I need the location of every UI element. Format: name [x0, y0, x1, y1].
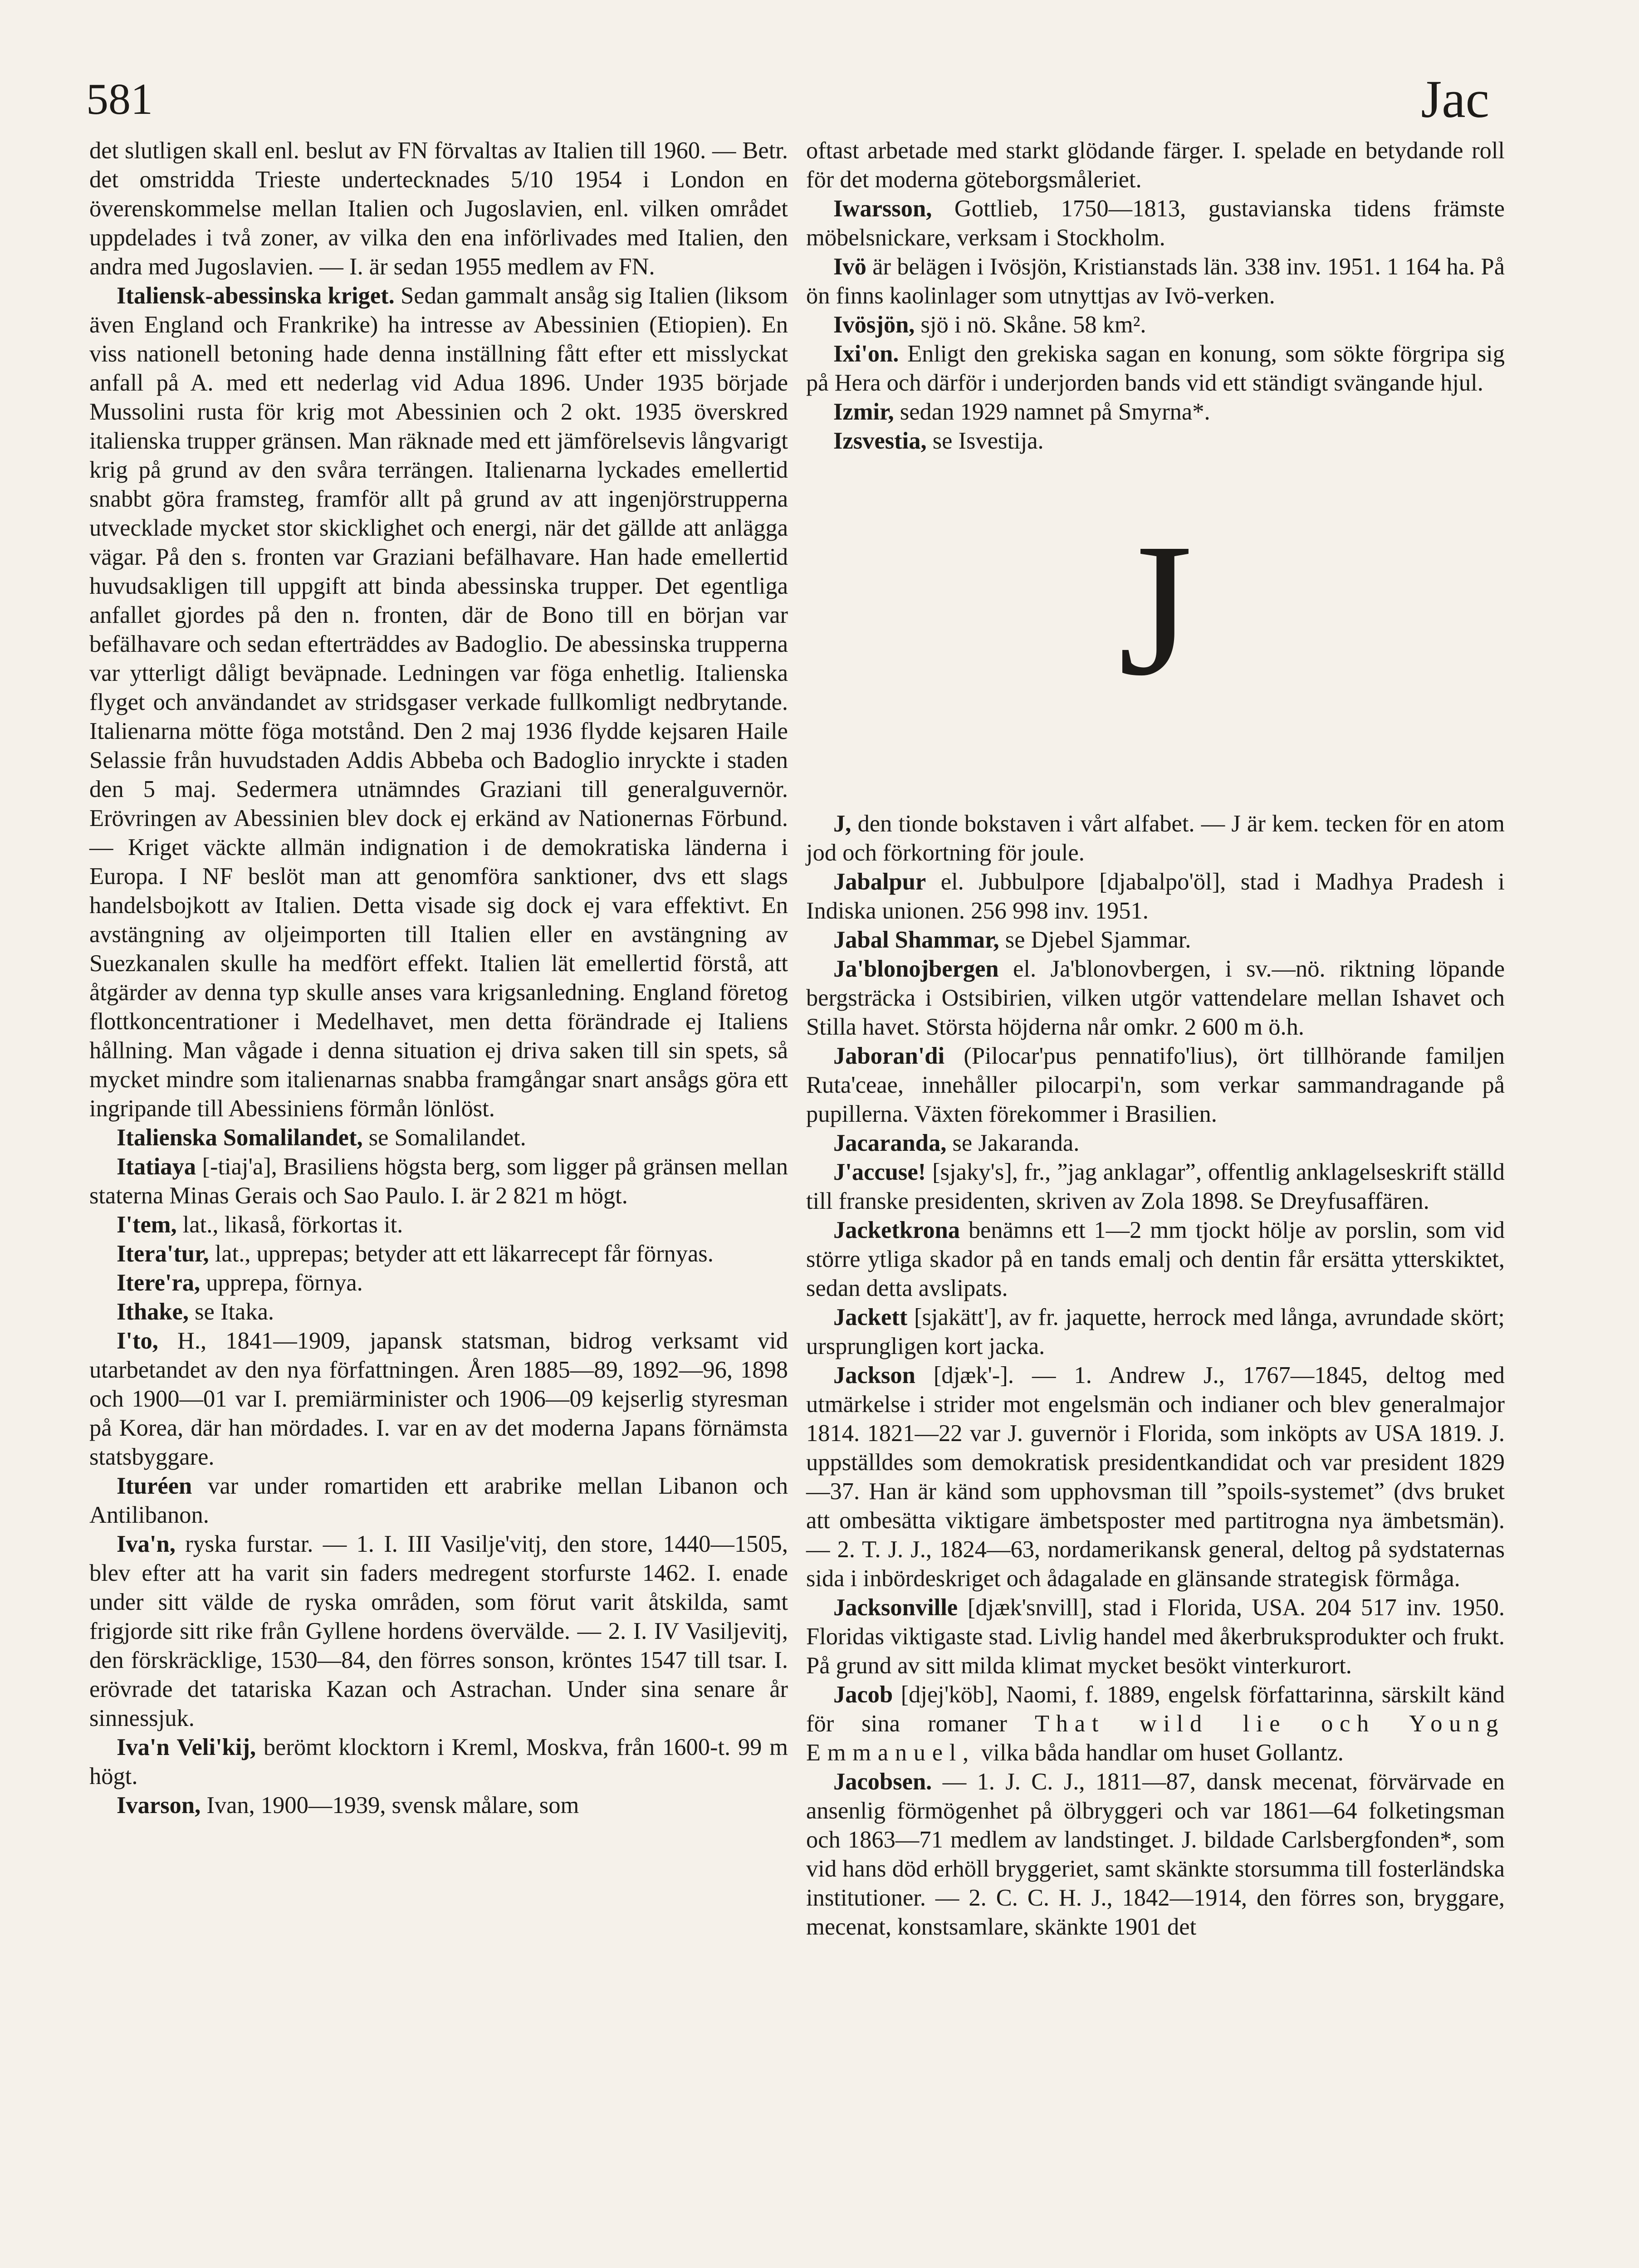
headword: Jaboran'di [833, 1043, 945, 1069]
entry-ivo: Ivö är belägen i Ivösjön, Kristianstads län. 338 inv. 1951. 1 164 ha. På ön finns kaolinlager som utnyttjas av Ivö-verken. [806, 254, 1505, 309]
headword: Jabalpur [833, 869, 926, 895]
page-number: 581 [86, 75, 153, 124]
headword: Iva'n Veli'kij, [117, 1734, 256, 1760]
entry-ivosjon: Ivösjön, sjö i nö. Skåne. 58 km². [833, 312, 1146, 338]
entry-italiensk-abessinska-kriget: Italiensk-abessinska kriget. Sedan gammalt ansåg sig Italien (liksom även England och Frankrike) ha intresse av Abessinien (Etiopien). En viss nationell betoning hade denna inställning fått efter ett misslyckat anfall på A. med ett nederlag vid Adua 1896. Under 1935 började Mussolini rusta för krig mot Abessinien och 2 okt. 1935 överskred italienska trupper gränsen. Man räknade med ett jämförelsevis långvarigt krig på grund av den svåra terrängen. Italienarna lyckades emellertid snabbt göra framsteg, framför allt på grund av att ingenjörstrupperna utvecklade mycket stor skicklighet och energi, när det gällde att anlägga vägar. På den s. fronten var Graziani befälhavare. Han hade emellertid huvudsakligen till uppgift att binda abessinska trupper. Det egentliga anfallet gjordes på den n. fronten, där de Bono till en början var befälhavare och sedan efterträddes av Badoglio. De abessinska trupperna var ytterligt dåligt beväpnade. Ledningen var föga enhetlig. Italienska flyget och användandet av stridsgaser verkade fullkomligt nedbrytande. Italienarna mötte föga motstånd. Den 2 maj 1936 flydde kejsaren Haile Selassie från huvudstaden Addis Abbeba och Badoglio inryckte i staden den 5 maj. Sedermera utnämndes Graziani till generalguvernör. Erövringen av Abessinien blev dock ej erkänd av Nationernas Förbund. — Kriget väckte allmän indignation i de demokratiska länderna i Europa. I NF beslöt man att genomföra sanktioner, dvs ett slags handelsbojkott av Italien. Detta visade sig dock ej vara effektivt. En avstängning av oljeimporten till Italien eller en avstängning av Suezkanalen skulle ha medfört effekt. Italien lät emellertid förstå, att åtgärder av denna typ skulle anses vara krigsanledning. England företog flottkoncentrationer i Medelhavet, men detta förändrade ej Italiens hållning. Man vågade i denna situation ej driva saken till sin spets, så mycket mindre som italienarnas snabba framgångar snart ansågs göra ett ingripande till Abessiniens förmån lönlöst. [89, 283, 788, 1122]
entry-jaccuse: J'accuse! [sjaky's], fr., ”jag anklagar”, offentlig anklagelseskrift ställd till franske presidenten, skriven av Zola 1898. Se Dreyfusaffären. [806, 1159, 1505, 1214]
entry-ithake: Ithake, se Itaka. [117, 1299, 274, 1325]
entry-ivan: Iva'n, ryska furstar. — 1. I. III Vasilje'vitj, den store, 1440—1505, blev efter att ha varit sin faders medregent storfurste 1462. I. enade under sitt välde de ryska områden, som förut varit åtskilda, samt frigjorde sitt rike från Gyllene hordens övervälde. — 2. I. IV Vasiljevitj, den förskräcklige, 1530—84, den förres sonson, kröntes 1547 till tsar. I. erövrade det tatariska Kazan och Astrachan. Under sina senare år sinnessjuk. [89, 1531, 788, 1731]
headword: Iva'n, [117, 1531, 176, 1557]
headword: Jabal Shammar, [833, 927, 999, 953]
entry-jackett: Jackett [sjakätt'], av fr. jaquette, herrock med långa, avrundade skört; ursprungligen kort jacka. [806, 1304, 1505, 1359]
entry-jackson: Jackson [djæk'-]. — 1. Andrew J., 1767—1845, deltog med utmärkelse i strider mot engelsmän och indianer och blev generalmajor 1814. 1821—22 var J. guvernör i Florida, som inköpts av USA 1819. J. uppställdes som demokratisk presidentkandidat och var president 1829—37. Han är känd som upphovsman till ”spoils-systemet” (dvs bruket att ombesätta viktigare ämbetsposter med partitrogna nya ämbetsmän). — 2. T. J. J., 1824—63, nordamerikansk general, deltog på sydstaternas sida i inbördeskriget och ådagalade en glänsande strategisk förmåga. [806, 1362, 1505, 1592]
headword: Izsvestia, [833, 428, 927, 454]
entry-ivarson: Ivarson, Ivan, 1900—1939, svensk målare, som [117, 1792, 579, 1818]
headword: Jacketkrona [833, 1217, 960, 1243]
headword: Izmir, [833, 399, 894, 425]
headword: Ixi'on. [833, 341, 899, 367]
headword: Itatiaya [117, 1154, 196, 1180]
entry-jacketkrona: Jacketkrona benämns ett 1—2 mm tjockt hölje av porslin, som vid större ytliga skador på en tands emalj och dentin får ersätta ytterskiktet, sedan detta avslipats. [806, 1217, 1505, 1301]
headword: Jacksonville [833, 1594, 958, 1621]
entry-ixion: Ixi'on. Enligt den grekiska sagan en konung, som sökte förgripa sig på Hera och därför i underjorden bands vid ett ständigt svängande hjul. [806, 341, 1505, 396]
headword: Italiensk-abessinska kriget. [117, 283, 395, 309]
entry-ito: I'to, H., 1841—1909, japansk statsman, bidrog verksamt vid utarbetandet av den nya författningen. Åren 1885—89, 1892—96, 1898 och 1900—01 var I. premiärminister och 1906—09 kejserlig styresman på Korea, där han mördades. I. var en av det moderna Japans förnämsta statsbyggare. [89, 1328, 788, 1470]
headword: Ivösjön, [833, 312, 915, 338]
headword: Itera'tur, [117, 1241, 209, 1267]
entry-jabal-shammar: Jabal Shammar, se Djebel Sjammar. [833, 927, 1191, 953]
headword: Jacob [833, 1681, 893, 1708]
headword: Jackson [833, 1362, 915, 1388]
entry-iteratur: Itera'tur, lat., upprepas; betyder att ett läkarrecept får förnyas. [117, 1241, 714, 1267]
entry-jablonojbergen: Ja'blonojbergen el. Ja'blonovbergen, i sv.—nö. riktning löpande bergsträcka i Ostsibirien, vilken utgör vattendelare mellan Ishavet och Stilla havet. Största höjderna når omkr. 2 600 m ö.h. [806, 956, 1505, 1040]
entry-j: J, den tionde bokstaven i vårt alfabet. — J är kem. tecken för en atom jod och förkortning för joule. [806, 811, 1505, 866]
right-column [806, 136, 1505, 1941]
headword: I'tem, [117, 1212, 177, 1238]
headword: Jacobsen. [833, 1769, 932, 1795]
entry-jabalpur: Jabalpur el. Jubbulpore [djabalpo'öl], stad i Madhya Pradesh i Indiska unionen. 256 998 inv. 1951. [806, 869, 1505, 924]
entry-item: I'tem, lat., likaså, förkortas it. [117, 1212, 403, 1238]
headword: Ithake, [117, 1299, 189, 1325]
headword: Jacaranda, [833, 1130, 947, 1156]
section-letter: J [1118, 504, 1193, 715]
entry-iwarsson: Iwarsson, Gottlieb, 1750—1813, gustavianska tidens främste möbelsnickare, verksam i Stockholm. [806, 196, 1505, 251]
headword: Ituréen [117, 1473, 192, 1499]
entry-ivan-velikij: Iva'n Veli'kij, berömt klocktorn i Kreml, Moskva, från 1600-t. 99 m högt. [89, 1734, 788, 1789]
headword: J, [833, 811, 851, 837]
headword: Iwarsson, [833, 196, 932, 222]
entry-jaborandi: Jaboran'di (Pilocar'pus pennatifo'lius), ört tillhörande familjen Ruta'ceae, innehåller pilocarpi'n, som verkar sammandragande på pupillerna. Växten förekommer i Brasilien. [806, 1043, 1505, 1127]
entry-italienska-somalilandet: Italienska Somalilandet, se Somalilandet. [117, 1124, 526, 1151]
continued-entry: det slutligen skall enl. beslut av FN förvaltas av Italien till 1960. — Betr. det omstridda Trieste undertecknades 5/10 1954 i London en överenskommelse mellan Italien och Jugoslavien, enl. vilken området uppdelades i två zoner, av vilka den ena införlivades med Italien, den andra med Jugoslavien. — I. är sedan 1955 medlem av FN. [89, 137, 788, 280]
headword: J'accuse! [833, 1159, 926, 1185]
headword: Italienska Somalilandet, [117, 1124, 363, 1151]
headword: I'to, [117, 1328, 158, 1354]
entry-izsvestia: Izsvestia, se Isvestija. [833, 428, 1044, 454]
entry-jacob: Jacob [djej'köb], Naomi, f. 1889, engelsk författarinna, särskilt känd för sina romaner That wild lie och Young Emmanuel, vilka båda handlar om huset Gollantz. [806, 1681, 1505, 1766]
book-titles: That wild lie och Young Emmanuel, [806, 1711, 1505, 1766]
left-column [89, 136, 788, 1820]
entry-jacobsen: Jacobsen. — 1. J. C. J., 1811—87, dansk mecenat, förvärvade en ansenlig förmögenhet på ölbryggeri och var 1861—64 folketingsman och 1863—71 medlem av landstinget. J. bildade Carlsbergfonden*, som vid hans död erhöll bryggeriet, samt skänkte storsumma till fosterländska institutioner. — 2. C. C. H. J., 1842—1914, den förres son, bryggare, mecenat, konstsamlare, skänkte 1901 det [806, 1769, 1505, 1940]
entry-iterera: Itere'ra, upprepa, förnya. [117, 1270, 363, 1296]
running-head: Jac [1421, 69, 1489, 129]
headword: Ivö [833, 254, 866, 280]
entry-itatiaya: Itatiaya [-tiaj'a], Brasiliens högsta berg, som ligger på gränsen mellan staterna Minas Gerais och Sao Paulo. I. är 2 821 m högt. [89, 1154, 788, 1209]
continued-entry: oftast arbetade med starkt glödande färger. I. spelade en betydande roll för det moderna göteborgsmåleriet. [806, 137, 1505, 193]
headword: Ja'blonojbergen [833, 956, 999, 982]
headword: Jackett [833, 1304, 908, 1330]
entry-izmir: Izmir, sedan 1929 namnet på Smyrna*. [833, 399, 1210, 425]
entry-jacksonville: Jacksonville [djæk'snvill], stad i Florida, USA. 204 517 inv. 1950. Floridas viktigaste stad. Livlig handel med åkerbruksprodukter och frukt. På grund av sitt milda klimat mycket besökt vinterkurort. [806, 1594, 1505, 1679]
entry-jacaranda: Jacaranda, se Jakaranda. [833, 1130, 1080, 1156]
headword: Ivarson, [117, 1792, 201, 1818]
entry-itureen: Ituréen var under romartiden ett arabrike mellan Libanon och Antilibanon. [89, 1473, 788, 1528]
headword: Itere'ra, [117, 1270, 201, 1296]
